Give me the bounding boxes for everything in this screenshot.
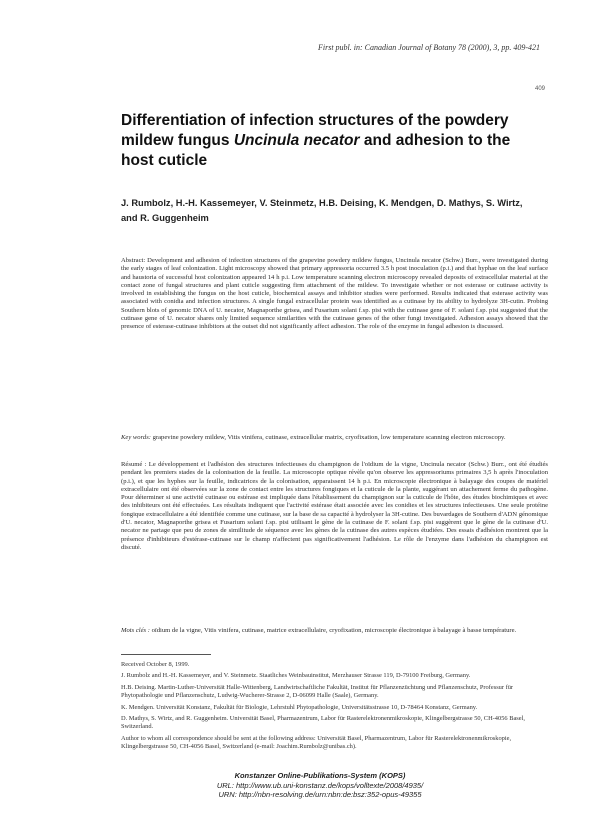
title-species: Uncinula necator — [233, 132, 360, 149]
publication-note: First publ. in: Canadian Journal of Botany 78 (2000), 3, pp. 409-421 — [318, 43, 540, 52]
article-title — [121, 111, 541, 171]
author-list: J. Rumbolz, H.-H. Kassemeyer, V. Steinmetz, H.B. Deising, K. Mendgen, D. Mathys, S. Wirtz, and R. Guggenheim — [121, 198, 523, 223]
keywords-block — [121, 434, 548, 452]
title-part-2: and adhesion to the host cuticle — [121, 132, 511, 169]
resume-text: Le développement et l'adhésion des structures infectieuses du champignon de l'oïdium de la vigne, Uncinula necator (Schw.) Burr., ont été étudiés pendant les premiers stades de la colonisation de la feuille. La microscopie optique révèle qu'on observe les appressoriums primaires 3,5 h après l'inoculation (p.i.), et que les hyphes sur la feuille, indicatrices de la colonisation, apparaissent 14 h p.i. En microscopie électronique à balayage des coupes de matériel extracellulaire ont été observées sur la zone de contact entre les structures fongiques et la cuticule de la plante, suggérant un attachement ferme du pathogène. Pour déterminer si une activité cutinase ou estérase est impliquée dans l'établissement du champignon sur la cuticule de l'hôte, des études biochimiques et avec des inhibiteurs ont été effectuées. Les résultats indiquent que l'activité estérase était associée avec les conidies et les structures infectieuses. Une seule protéine fongique extracellulaire a été identifiée comme une cutinase, sur la base de sa capacité à hydrolyser la 3H-cutine. Des buvardages de Southern d'ADN génomique d'U. necator, Magnaporthe grisea et Fusarium solani f.sp. pisi utilisant le gène de la cutinase de F. solani f.sp. pisi suggèrent que le gène de la cutinase d'U. necator ne partage que peu de zones de similitude de séquence avec les gènes de la cutinase des autres espèces étudiées. Des essais d'adhésion montrent que la présence d'inhibiteurs d'estérase-cutinase sur le champ n'affectent pas significativement l'adhésion. Le rôle de l'enzyme dans l'adhésion du champignon est discuté. — [121, 461, 548, 551]
affiliation-guggenheim: D. Mathys, S. Wirtz, and R. Guggenheim. Universität Basel, Pharmazentrum, Labor für Rasterelektronenmikroskopie, Klingelbergstrasse 50, CH-4056 Basel, Switzerland. — [121, 715, 525, 731]
affiliation-mendgen: K. Mendgen. Universität Konstanz, Fakultät für Biologie, Lehrstuhl Phytopathologie, Universitätsstrasse 10, D-78464 Konstanz, Germany. — [121, 703, 478, 711]
resume-block — [121, 461, 548, 615]
abstract-block — [121, 257, 548, 425]
resume-label: Résumé : — [121, 461, 147, 468]
footnote-divider — [121, 654, 211, 655]
motscles-label: Mots clés : — [121, 627, 150, 634]
affiliation-deising: H.B. Deising. Martin-Luther-Universität Halle-Wittenberg, Landwirtschaftliche Fakultät, Institut für Pflanzenzüchtung und Pflanzenschutz, Professur für Phytopathologie und Pflanzenschutz, Ludwig-Wucherer-Strasse 2, D-06099 Halle (Saale), Germany. — [121, 683, 514, 700]
archive-url[interactable]: URL: http://www.ub.uni-konstanz.de/kops/volltexte/2008/4935/ — [216, 780, 424, 790]
motscles-block — [121, 627, 548, 645]
keywords-label: Key words: — [121, 434, 151, 441]
archive-urn[interactable]: URN: http://nbn-resolving.de/urn:nbn:de:bsz:352-opus-49355 — [218, 790, 422, 799]
title-part-1: Differentiation of infection structures of the powdery mildew fungus — [121, 112, 509, 149]
received-date: Received October 8, 1999. — [121, 661, 190, 668]
keywords-text: grapevine powdery mildew, Vitis vinifera, cutinase, extracellular matrix, cryofixation, low temperature scanning electron microscopy. — [152, 434, 506, 441]
motscles-text: oïdium de la vigne, Vitis vinifera, cutinase, matrice extracellulaire, cryofixation, microscopie électronique à balayage à basse température. — [151, 627, 517, 634]
corresponding-author: Author to whom all correspondence should be sent at the following address: Universität Basel, Pharmazentrum, Labor für Rasterelektronenmikroskopie, Klingelbergstrasse 50, CH-4056 Basel, Switzerland (e-mail: Joachim.Rumbolz@unibas.ch). — [121, 734, 512, 751]
abstract-label: Abstract: — [121, 257, 146, 264]
page-number: 409 — [534, 86, 545, 92]
footnotes — [121, 661, 548, 755]
abstract-text: Development and adhesion of infection structures of the grapevine powdery mildew fungus, Uncinula necator (Schw.) Burr., were investigated during the early stages of leaf colonization. Light microscopy showed that primary appressoria occurred 3.5 h post inoculation (p.i.) and that hyphae on the leaf surface and haustoria of successful host colonization appeared 14 h p.i. Low temperature scanning electron microscopy revealed deposits of extracellular material at the contact zone of fungal structures and plant cuticle suggesting firm attachment of the mildew. To investigate whether or not esterase or cutinase activity is involved in establishing the fungus on the host cuticle, biochemical assays and inhibitor studies were performed. Results indicated that esterase activity was associated with conidia and infection structures. A single fungal extracellular protein was identified as a cutinase by its ability to hydrolyze 3H-cutin. Probing Southern blots of genomic DNA of U. necator, Magnaporthe grisea, and Fusarium solani f.sp. pisi with the cutinase gene of F. solani f.sp. pisi suggested that the cutinase gene of U. necator shares only limited sequence similarities with the cutinase genes of the other fungi investigated. Adhesion assays showed that the presence of esterase-cutinase inhibitors at the outset did not significantly affect adhesion. The role of the enzyme in fungal adhesion is discussed. — [121, 257, 548, 331]
archive-stamp — [150, 771, 490, 800]
affiliation-rumbolz: J. Rumbolz and H.-H. Kassemeyer, and V. Steinmetz. Staatliches Weinbauinstitut, Merzhauser Strasse 119, D-79100 Freiburg, Germany. — [121, 672, 471, 680]
archive-title: Konstanzer Online-Publikations-System (KOPS) — [234, 771, 406, 780]
